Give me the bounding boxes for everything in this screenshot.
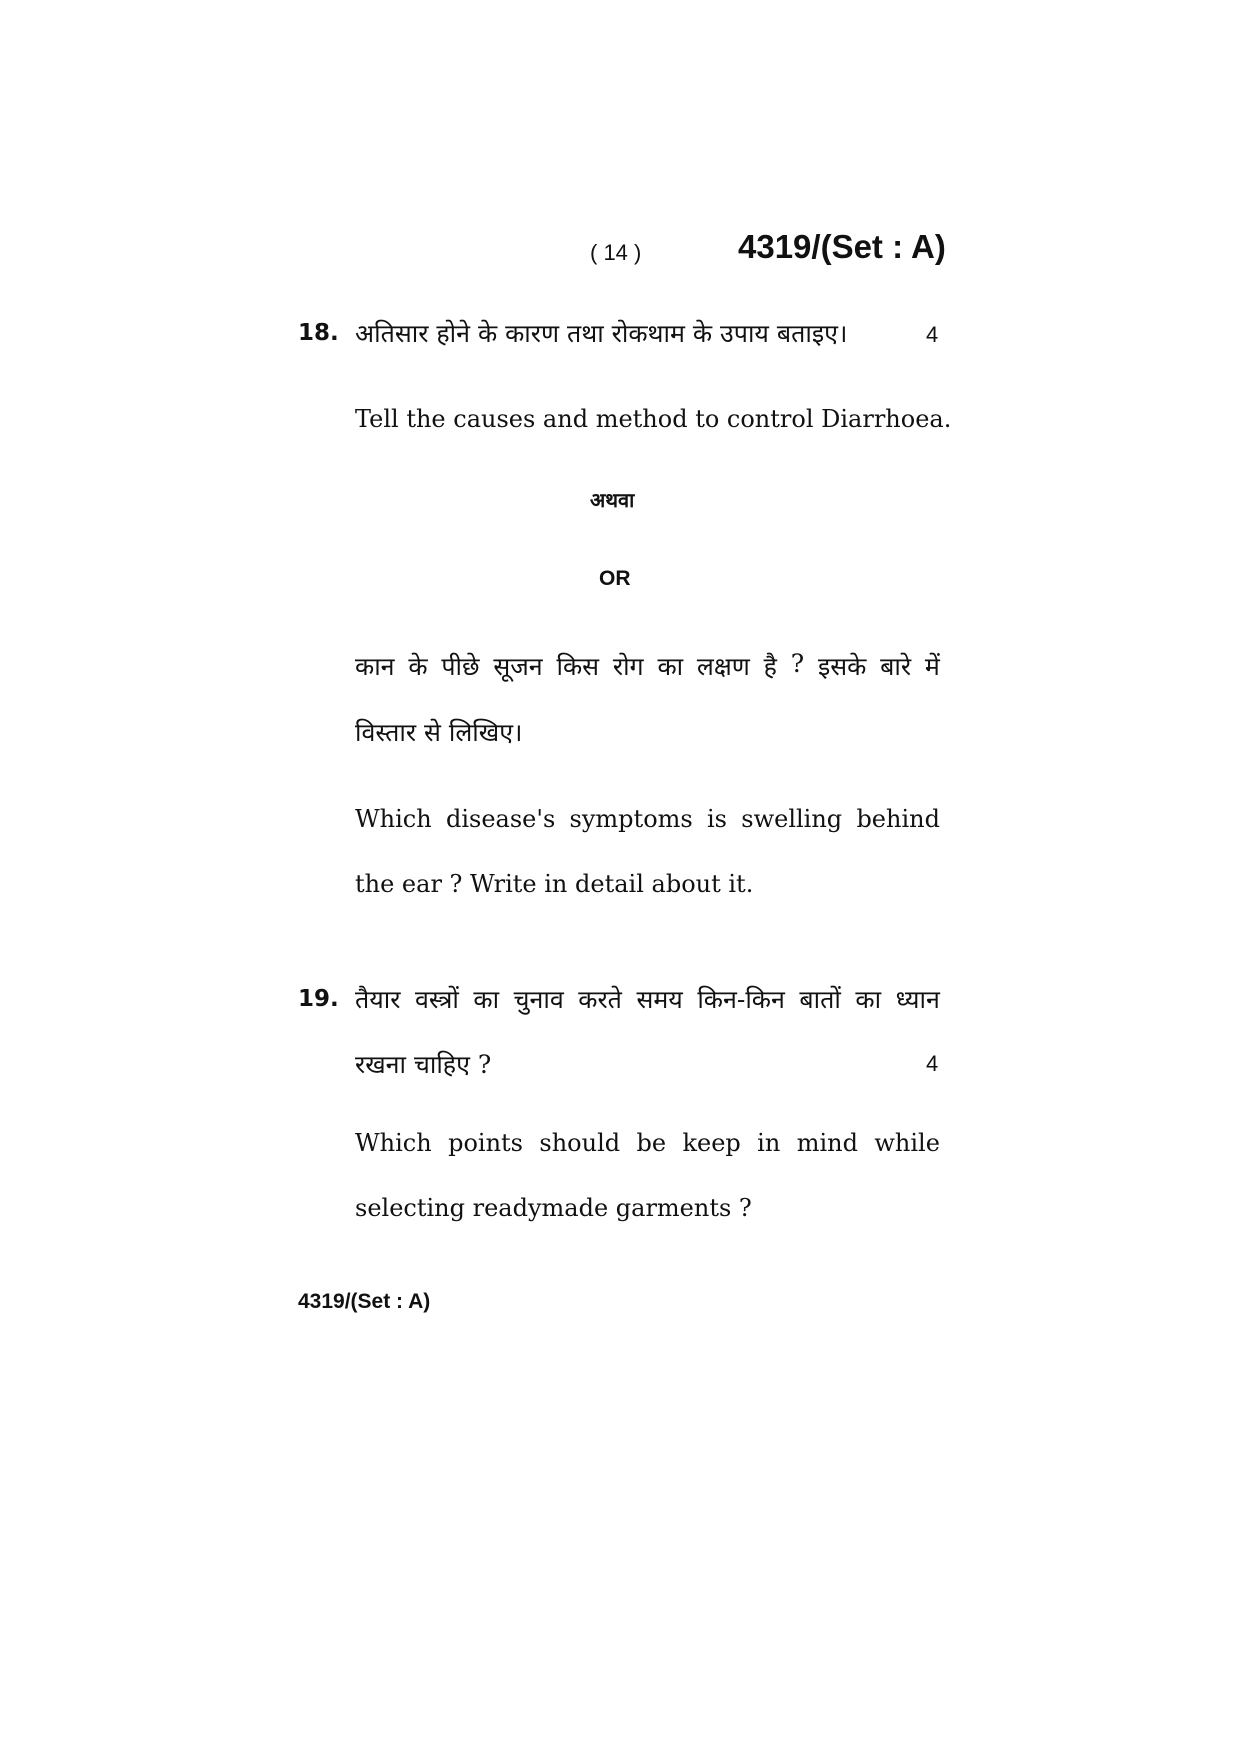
- word: इसके: [817, 652, 867, 681]
- question-19-english-line1: [355, 1129, 940, 1157]
- word: be: [636, 1129, 667, 1157]
- question-19-hindi-line1: [355, 982, 940, 1016]
- word: Which: [355, 1129, 432, 1157]
- question-18-number: 18.: [298, 320, 339, 346]
- word: लक्षण: [696, 652, 750, 681]
- or-hindi: अथवा: [590, 488, 635, 512]
- question-18-english: Tell the causes and method to control Diarrhoea.: [355, 405, 952, 433]
- question-18-alt-hindi-line1: [355, 649, 940, 683]
- question-18-hindi: अतिसार होने के कारण तथा रोकथाम के उपाय बताइए।: [355, 319, 848, 348]
- page-number: ( 14 ): [590, 240, 642, 265]
- word: symptoms: [569, 805, 693, 833]
- word: is: [706, 805, 727, 833]
- paper-code-header: 4319/(Set : A): [738, 228, 946, 265]
- word: के: [408, 652, 428, 681]
- word: ?: [790, 649, 805, 678]
- question-19-marks: 4: [926, 1051, 939, 1076]
- word: का: [855, 985, 882, 1014]
- paper-code-footer: 4319/(Set : A): [298, 1290, 431, 1313]
- word: वस्त्रों: [414, 985, 459, 1014]
- question-18-marks: 4: [926, 322, 939, 347]
- word: समय: [636, 985, 683, 1014]
- word: ध्यान: [895, 985, 940, 1014]
- word: Which: [355, 805, 432, 833]
- word: किस: [556, 652, 600, 681]
- word: करते: [578, 985, 622, 1014]
- question-18-alt-hindi-line2: विस्तार से लिखिए।: [355, 718, 523, 747]
- question-19-number: 19.: [298, 986, 339, 1012]
- question-19-hindi-line2: रखना चाहिए ?: [355, 1050, 492, 1079]
- word: रोग: [612, 652, 644, 681]
- word: mind: [796, 1129, 858, 1157]
- word: in: [757, 1129, 781, 1157]
- word: का: [473, 985, 500, 1014]
- question-18-alt-english-line1: [355, 805, 940, 833]
- word: चुनाव: [513, 985, 564, 1014]
- word: का: [657, 652, 684, 681]
- word: swelling: [741, 805, 843, 833]
- word: behind: [856, 805, 940, 833]
- word: है: [763, 652, 777, 681]
- word: while: [874, 1129, 940, 1157]
- word: keep: [682, 1129, 741, 1157]
- word: तैयार: [355, 985, 401, 1014]
- or-english: OR: [599, 567, 631, 590]
- word: बारे: [880, 652, 912, 681]
- word: किन-किन: [697, 985, 785, 1014]
- word: कान: [355, 652, 395, 681]
- word: should: [539, 1129, 621, 1157]
- question-19-english-line2: selecting readymade garments ?: [355, 1194, 752, 1222]
- word: points: [448, 1129, 523, 1157]
- word: बातों: [799, 985, 841, 1014]
- word: पीछे: [441, 652, 480, 681]
- word: disease's: [445, 805, 556, 833]
- word: सूजन: [493, 652, 543, 681]
- word: में: [924, 652, 940, 681]
- question-18-alt-english-line2: the ear ? Write in detail about it.: [355, 870, 754, 898]
